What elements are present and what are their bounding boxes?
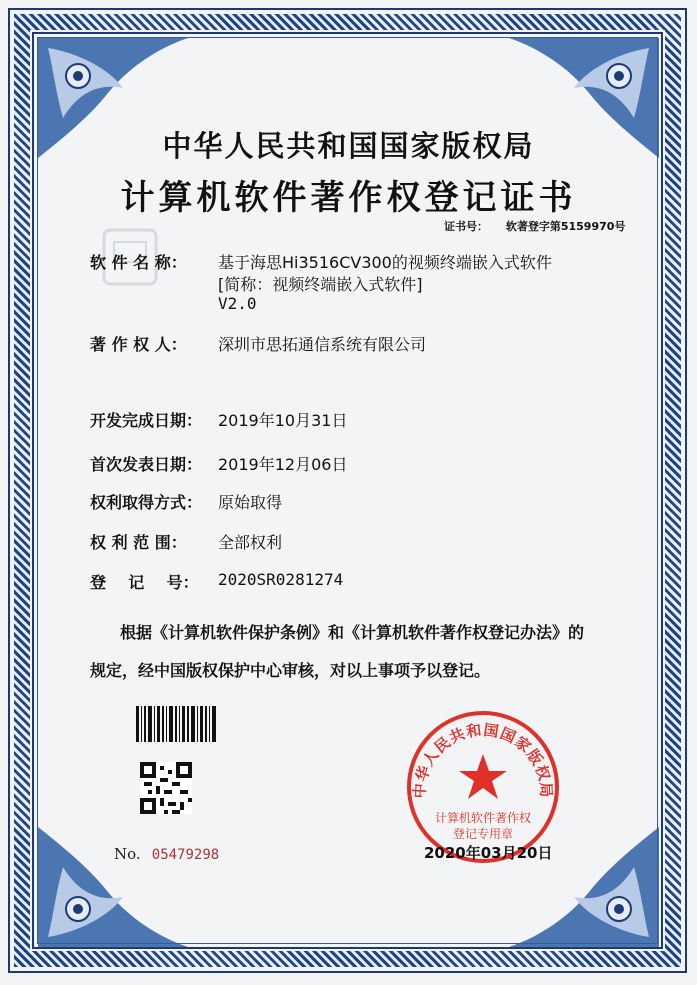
rights-scope-label: 权 利 范 围： xyxy=(90,533,187,552)
authority-title: 中华人民共和国国家版权局 xyxy=(162,129,535,163)
owner-label: 著 作 权 人： xyxy=(90,335,187,354)
seal-star-icon xyxy=(459,754,507,799)
barcode xyxy=(136,706,216,742)
issue-date: 2020年03月20日 xyxy=(424,844,553,862)
registration-number-value: 2020SR0281274 xyxy=(218,570,344,589)
certificate-number xyxy=(444,218,625,234)
software-name-label: 软 件 名 称： xyxy=(90,253,187,272)
registration-number-label: 登 记 号： xyxy=(90,573,199,592)
owner-value: 深圳市思拓通信系统有限公司 xyxy=(218,335,427,354)
acquire-method-label: 权利取得方式： xyxy=(90,493,203,512)
software-short-name: [简称：视频终端嵌入式软件] xyxy=(218,275,423,294)
software-version: V2.0 xyxy=(218,294,257,313)
seal-arc-text: 中华人民共和国国家版权局 xyxy=(410,720,556,799)
serial-number-label: No. xyxy=(114,845,141,863)
dev-date-value: 2019年10月31日 xyxy=(218,411,348,430)
certificate-number-label: 证书号： xyxy=(444,220,488,233)
rights-scope-value: 全部权利 xyxy=(218,533,283,552)
seal-line-1: 计算机软件著作权 xyxy=(434,811,532,825)
statement-line-1: 根据《计算机软件保护条例》和《计算机软件著作权登记办法》的 xyxy=(120,623,585,642)
seal-line-2: 登记专用章 xyxy=(452,827,514,841)
certificate-title: 计算机软件著作权登记证书 xyxy=(120,178,577,218)
software-name-value: 基于海思Hi3516CV300的视频终端嵌入式软件 xyxy=(218,253,552,272)
certificate-number-value: 软著登字第5159970号 xyxy=(505,220,626,233)
dev-date-label: 开发完成日期： xyxy=(90,411,203,430)
acquire-method-value: 原始取得 xyxy=(218,493,283,512)
serial-number xyxy=(114,844,219,863)
pub-date-value: 2019年12月06日 xyxy=(218,455,348,474)
serial-number-value: 05479298 xyxy=(151,847,220,863)
qr-code xyxy=(140,762,192,814)
pub-date-label: 首次发表日期： xyxy=(90,455,203,474)
statement-line-2: 规定，经中国版权保护中心审核，对以上事项予以登记。 xyxy=(90,661,491,680)
